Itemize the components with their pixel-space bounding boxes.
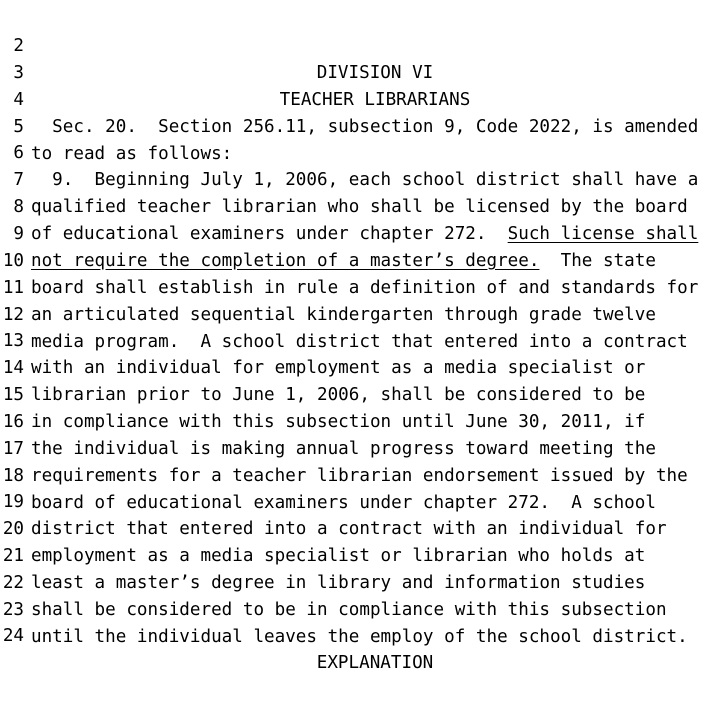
line-number: 18	[2, 466, 24, 486]
line-number: 17	[2, 439, 24, 459]
line-text: board shall establish in rule a definition of and standards for	[31, 278, 699, 298]
line-number: 6	[13, 143, 24, 163]
line-text: requirements for a teacher librarian endorsement issued by the	[31, 466, 688, 486]
line-text: Sec. 20. Section 256.11, subsection 9, Code 2022, is amended	[31, 117, 699, 137]
line-text: employment as a media specialist or librarian who holds at	[31, 546, 646, 566]
division-heading: DIVISION VI	[316, 63, 434, 83]
line-number: 22	[2, 573, 24, 593]
line-number: 9	[13, 224, 24, 244]
line-number: 10	[2, 251, 24, 271]
line-text-segment: of educational examiners under chapter 272.	[31, 224, 508, 244]
line-number: 12	[2, 305, 24, 325]
line-number: 19	[2, 492, 24, 512]
line-text: district that entered into a contract with an individual for	[31, 519, 667, 539]
explanation-heading: EXPLANATION	[316, 653, 434, 673]
underlined-insertion: not require the completion of a master’s degree.	[31, 251, 540, 271]
line-text: in compliance with this subsection until June 30, 2011, if	[31, 412, 646, 432]
line-number: 21	[2, 546, 24, 566]
line-number: 5	[13, 117, 24, 137]
line-number: 23	[2, 600, 24, 620]
line-number: 16	[2, 412, 24, 432]
line-number: 3	[13, 63, 24, 83]
line-text: least a master’s degree in library and information studies	[31, 573, 646, 593]
line-text: media program. A school district that entered into a contract	[31, 332, 688, 352]
line-text: with an individual for employment as a media specialist or	[31, 358, 646, 378]
line-number: 4	[13, 90, 24, 110]
line-text: the individual is making annual progress toward meeting the	[31, 439, 656, 459]
line-number: 11	[2, 278, 24, 298]
line-text	[31, 221, 698, 248]
line-text: to read as follows:	[31, 144, 233, 164]
line-number: 24	[2, 626, 24, 646]
previous-line-fragment	[0, 0, 719, 6]
line-5	[0, 87, 233, 164]
line-number: 15	[2, 385, 24, 405]
line-number: 14	[2, 358, 24, 378]
line-number: 7	[13, 170, 24, 190]
line-text: until the individual leaves the employ of the school district.	[31, 627, 688, 647]
line-text: board of educational examiners under chapter 272. A school	[31, 493, 656, 513]
line-text-segment: The state	[539, 251, 656, 271]
line-text: 9. Beginning July 1, 2006, each school district shall have a	[31, 170, 699, 190]
line-text: an articulated sequential kindergarten through grade twelve	[31, 305, 656, 325]
line-2	[0, 6, 434, 83]
line-text: shall be considered to be in compliance with this subsection	[31, 600, 667, 620]
line-number: 20	[2, 519, 24, 539]
section-heading: TEACHER LIBRARIANS	[279, 90, 471, 110]
underlined-insertion: Such license shall	[507, 224, 699, 244]
line-number: 8	[13, 197, 24, 217]
line-text	[31, 248, 656, 275]
line-number: 13	[2, 331, 24, 351]
line-text: qualified teacher librarian who shall be licensed by the board	[31, 197, 688, 217]
line-number: 2	[13, 36, 24, 56]
line-text: librarian prior to June 1, 2006, shall be considered to be	[31, 385, 646, 405]
